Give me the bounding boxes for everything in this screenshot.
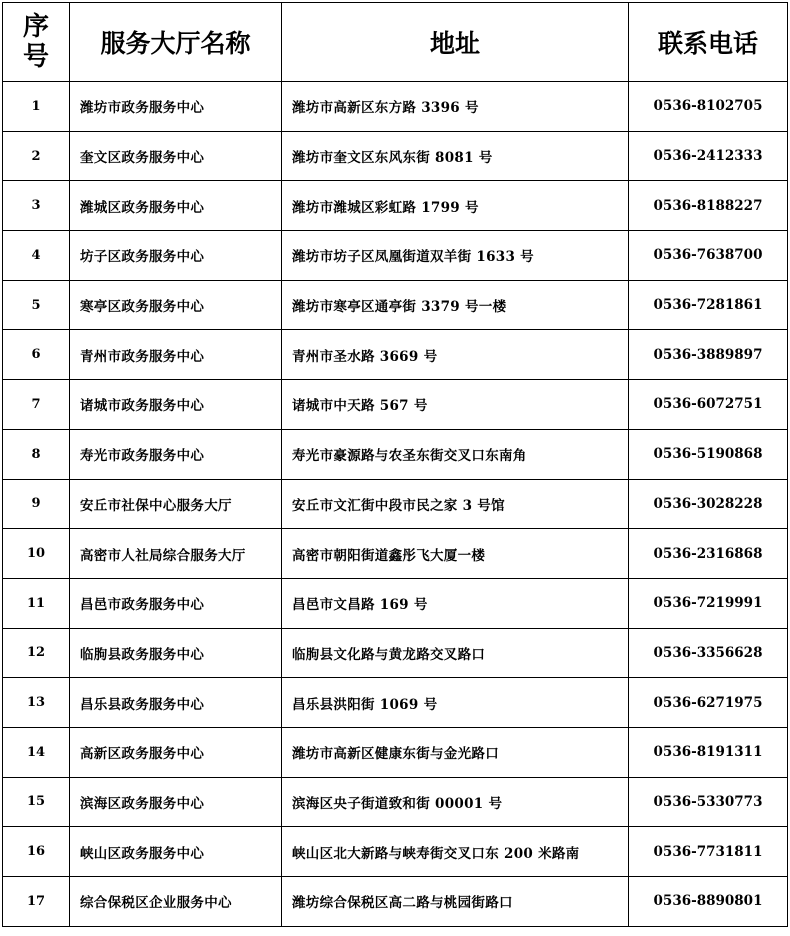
cell-seq: 13	[3, 678, 70, 728]
cell-phone: 0536-8191311	[629, 727, 788, 777]
cell-seq: 1	[3, 82, 70, 132]
cell-hall-name: 高新区政务服务中心	[70, 727, 282, 777]
table-row	[3, 777, 788, 827]
table-row	[3, 380, 788, 430]
cell-address: 诸城市中天路 567 号	[282, 380, 629, 430]
cell-address: 临朐县文化路与黄龙路交叉路口	[282, 628, 629, 678]
cell-seq: 14	[3, 727, 70, 777]
table-row	[3, 578, 788, 628]
table-row	[3, 678, 788, 728]
cell-hall-name: 滨海区政务服务中心	[70, 777, 282, 827]
cell-address: 潍坊市高新区东方路 3396 号	[282, 82, 629, 132]
header-seq-line1: 序	[22, 12, 49, 42]
cell-seq: 10	[3, 529, 70, 579]
cell-address: 滨海区央子街道致和街 00001 号	[282, 777, 629, 827]
header-seq	[3, 3, 70, 82]
table-row	[3, 827, 788, 877]
cell-phone: 0536-2316868	[629, 529, 788, 579]
cell-address: 潍坊综合保税区高二路与桃园街路口	[282, 877, 629, 927]
cell-seq: 9	[3, 479, 70, 529]
cell-address: 高密市朝阳街道鑫彤飞大厦一楼	[282, 529, 629, 579]
cell-phone: 0536-8188227	[629, 181, 788, 231]
cell-hall-name: 青州市政务服务中心	[70, 330, 282, 380]
cell-seq: 6	[3, 330, 70, 380]
table-row	[3, 529, 788, 579]
cell-hall-name: 昌邑市政务服务中心	[70, 578, 282, 628]
cell-seq: 17	[3, 877, 70, 927]
cell-seq: 5	[3, 280, 70, 330]
table-row	[3, 479, 788, 529]
header-address: 地址	[282, 3, 629, 82]
cell-hall-name: 寒亭区政务服务中心	[70, 280, 282, 330]
cell-hall-name: 坊子区政务服务中心	[70, 231, 282, 281]
cell-hall-name: 潍坊市政务服务中心	[70, 82, 282, 132]
cell-hall-name: 诸城市政务服务中心	[70, 380, 282, 430]
cell-hall-name: 综合保税区企业服务中心	[70, 877, 282, 927]
cell-phone: 0536-6271975	[629, 678, 788, 728]
cell-address: 青州市圣水路 3669 号	[282, 330, 629, 380]
cell-seq: 11	[3, 578, 70, 628]
header-row	[3, 3, 788, 82]
header-seq-line2: 号	[22, 42, 49, 72]
cell-hall-name: 寿光市政务服务中心	[70, 429, 282, 479]
cell-address: 昌邑市文昌路 169 号	[282, 578, 629, 628]
table-row	[3, 429, 788, 479]
cell-phone: 0536-8102705	[629, 82, 788, 132]
cell-phone: 0536-3356628	[629, 628, 788, 678]
table-row	[3, 131, 788, 181]
cell-phone: 0536-3889897	[629, 330, 788, 380]
cell-seq: 12	[3, 628, 70, 678]
cell-seq: 7	[3, 380, 70, 430]
cell-hall-name: 峡山区政务服务中心	[70, 827, 282, 877]
cell-phone: 0536-5330773	[629, 777, 788, 827]
cell-phone: 0536-3028228	[629, 479, 788, 529]
cell-hall-name: 临朐县政务服务中心	[70, 628, 282, 678]
cell-seq: 15	[3, 777, 70, 827]
cell-seq: 3	[3, 181, 70, 231]
table-row	[3, 231, 788, 281]
cell-hall-name: 高密市人社局综合服务大厅	[70, 529, 282, 579]
cell-phone: 0536-7638700	[629, 231, 788, 281]
cell-hall-name: 奎文区政务服务中心	[70, 131, 282, 181]
cell-hall-name: 安丘市社保中心服务大厅	[70, 479, 282, 529]
table-row	[3, 877, 788, 927]
table-row	[3, 82, 788, 132]
cell-address: 安丘市文汇街中段市民之家 3 号馆	[282, 479, 629, 529]
cell-seq: 4	[3, 231, 70, 281]
cell-address: 潍坊市寒亭区通亭街 3379 号一楼	[282, 280, 629, 330]
cell-hall-name: 潍城区政务服务中心	[70, 181, 282, 231]
cell-address: 潍坊市坊子区凤凰街道双羊街 1633 号	[282, 231, 629, 281]
table-row	[3, 628, 788, 678]
service-hall-table	[2, 2, 788, 927]
cell-seq: 8	[3, 429, 70, 479]
table-row	[3, 181, 788, 231]
cell-phone: 0536-2412333	[629, 131, 788, 181]
cell-phone: 0536-7219991	[629, 578, 788, 628]
header-phone: 联系电话	[629, 3, 788, 82]
cell-seq: 16	[3, 827, 70, 877]
table-row	[3, 280, 788, 330]
cell-address: 潍坊市潍城区彩虹路 1799 号	[282, 181, 629, 231]
cell-phone: 0536-7731811	[629, 827, 788, 877]
table-row	[3, 727, 788, 777]
cell-address: 潍坊市奎文区东风东街 8081 号	[282, 131, 629, 181]
table-header	[3, 3, 788, 82]
cell-address: 潍坊市高新区健康东街与金光路口	[282, 727, 629, 777]
cell-phone: 0536-5190868	[629, 429, 788, 479]
cell-address: 峡山区北大新路与峡寿街交叉口东 200 米路南	[282, 827, 629, 877]
cell-address: 寿光市豪源路与农圣东街交叉口东南角	[282, 429, 629, 479]
table-body	[3, 82, 788, 927]
header-name: 服务大厅名称	[70, 3, 282, 82]
cell-address: 昌乐县洪阳街 1069 号	[282, 678, 629, 728]
cell-phone: 0536-7281861	[629, 280, 788, 330]
cell-phone: 0536-6072751	[629, 380, 788, 430]
cell-seq: 2	[3, 131, 70, 181]
cell-phone: 0536-8890801	[629, 877, 788, 927]
table-row	[3, 330, 788, 380]
cell-hall-name: 昌乐县政务服务中心	[70, 678, 282, 728]
